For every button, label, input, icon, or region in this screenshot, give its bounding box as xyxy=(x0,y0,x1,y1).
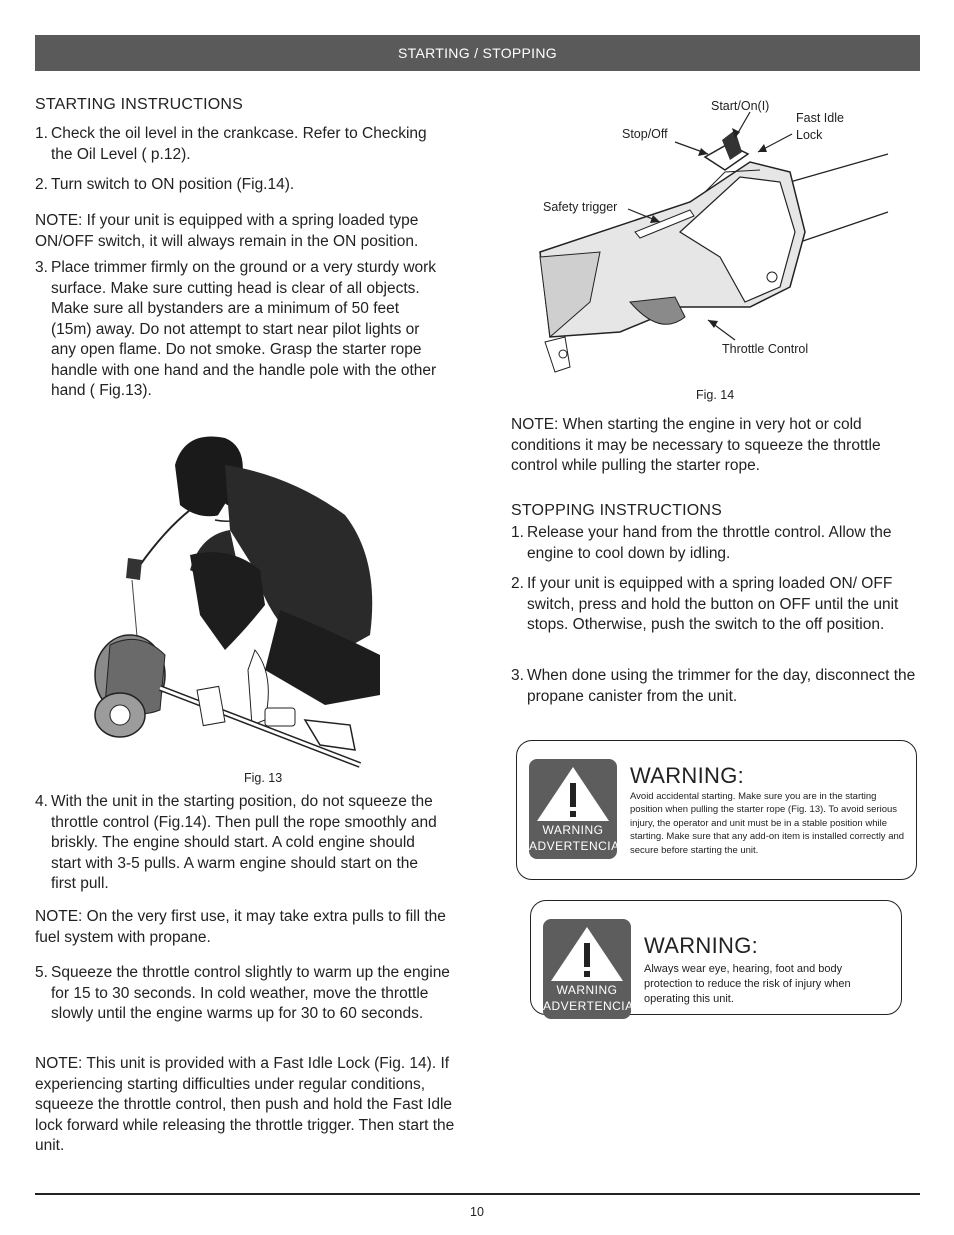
warning-box-accidental-start xyxy=(516,740,917,880)
warning-icon-badge xyxy=(543,919,634,1019)
note-spring-switch: NOTE: If your unit is equipped with a spring loaded type ON/OFF switch, it will always remain in the ON position. xyxy=(35,212,419,250)
fig14-label-throttle: Throttle Control xyxy=(722,342,809,356)
starting-step-4 xyxy=(35,792,445,895)
fig14-caption: Fig. 14 xyxy=(696,388,735,402)
step-number: 2. xyxy=(35,176,48,193)
starting-step-3 xyxy=(35,258,440,402)
step-number: 3. xyxy=(511,667,524,684)
step-text: Place trimmer firmly on the ground or a very sturdy work surface. Make sure cutting head is clear of all objects. Make sure all bystanders are a minimum of 50 feet (15m) away. Do not attempt to start near pilot lights or any open flame. Do not smoke. Grasp the starter rope handle with one hand and the handle pole with the other hand ( Fig.13). xyxy=(51,259,437,399)
step-text: If your unit is equipped with a spring loaded ON/ OFF switch, press and hold the button on OFF until the unit stops. Otherwise, push the switch to the off position. xyxy=(527,575,899,633)
fig13-illustration xyxy=(80,420,380,775)
note-hot-cold: NOTE: When starting the engine in very hot or cold conditions it may be necessary to squeeze the throttle control while pulling the starter rope. xyxy=(511,416,881,474)
fig14-label-safety-trigger: Safety trigger xyxy=(543,200,618,214)
step-text: When done using the trimmer for the day, disconnect the propane canister from the unit. xyxy=(527,667,916,705)
section-title: STARTING / STOPPING xyxy=(398,45,557,61)
step-number: 4. xyxy=(35,793,48,810)
fig14-label-fast-idle: Fast Idle xyxy=(796,111,844,125)
warning-text: Always wear eye, hearing, foot and body protection to reduce the risk of injury when operating this unit. xyxy=(644,963,851,1005)
warning-box-protection xyxy=(530,900,902,1015)
step-number: 5. xyxy=(35,964,48,981)
footer-divider xyxy=(35,1193,920,1195)
warning-triangle-icon xyxy=(543,923,631,983)
warning-icon-label: WARNING xyxy=(556,983,618,997)
warning-icon-badge xyxy=(529,759,620,859)
fig14-illustration xyxy=(510,92,910,392)
warning-text: Avoid accidental starting. Make sure you are in the starting position when pulling the starter rope (Fig. 13). To avoid serious injury, the operator and unit must be in a stable position while starting. Make sure that any add-on item is installed correctly and secure before starting the unit. xyxy=(630,791,905,856)
step-text: Check the oil level in the crankcase. Refer to Checking the Oil Level ( p.12). xyxy=(51,125,427,163)
step-number: 3. xyxy=(35,259,48,276)
stopping-instructions-heading: STOPPING INSTRUCTIONS xyxy=(511,502,723,519)
starting-step-5 xyxy=(35,963,450,1025)
step-text: Squeeze the throttle control slightly to warm up the engine for 15 to 30 seconds. In cold weather, move the throttle slowly until the engine warms up for 30 to 60 seconds. xyxy=(51,964,450,1022)
step-text: With the unit in the starting position, do not squeeze the throttle control (Fig.14). Then pull the rope smoothly and briskly. The engine should start. A cold engine should start with 3-5 pulls. A warm engine should start on the first pull. xyxy=(51,793,437,892)
advertencia-icon-label: ADVERTENCIA xyxy=(543,999,634,1013)
warning-triangle-icon xyxy=(529,763,617,823)
step-number: 1. xyxy=(35,125,48,142)
warning-title: WARNING: xyxy=(630,763,745,788)
fig14-label-lock: Lock xyxy=(796,128,823,142)
advertencia-icon-label: ADVERTENCIA xyxy=(529,839,620,853)
stopping-step-1 xyxy=(511,523,916,564)
step-number: 1. xyxy=(511,524,524,541)
fig13-caption: Fig. 13 xyxy=(244,771,283,785)
fig14-label-start: Start/On(I) xyxy=(711,99,770,113)
warning-title: WARNING: xyxy=(644,933,759,958)
stopping-step-2 xyxy=(511,574,911,636)
starting-step-1 xyxy=(35,124,445,165)
starting-step-2 xyxy=(35,175,445,196)
warning-icon-label: WARNING xyxy=(542,823,604,837)
section-header-bar xyxy=(35,35,920,71)
step-number: 2. xyxy=(511,575,524,592)
note-first-use: NOTE: On the very first use, it may take extra pulls to fill the fuel system with propane. xyxy=(35,908,446,946)
step-text: Turn switch to ON position (Fig.14). xyxy=(51,176,295,193)
page-number: 10 xyxy=(470,1205,484,1219)
note-fast-idle: NOTE: This unit is provided with a Fast Idle Lock (Fig. 14). If experiencing starting difficulties under regular conditions, squeeze the throttle control, then push and hold the Fast Idle lock forward while releasing the throttle trigger. Then start the unit. xyxy=(35,1055,455,1154)
starting-instructions-heading: STARTING INSTRUCTIONS xyxy=(35,96,244,113)
stopping-step-3 xyxy=(511,666,916,707)
fig14-label-stop: Stop/Off xyxy=(622,127,668,141)
step-text: Release your hand from the throttle control. Allow the engine to cool down by idling. xyxy=(527,524,892,562)
